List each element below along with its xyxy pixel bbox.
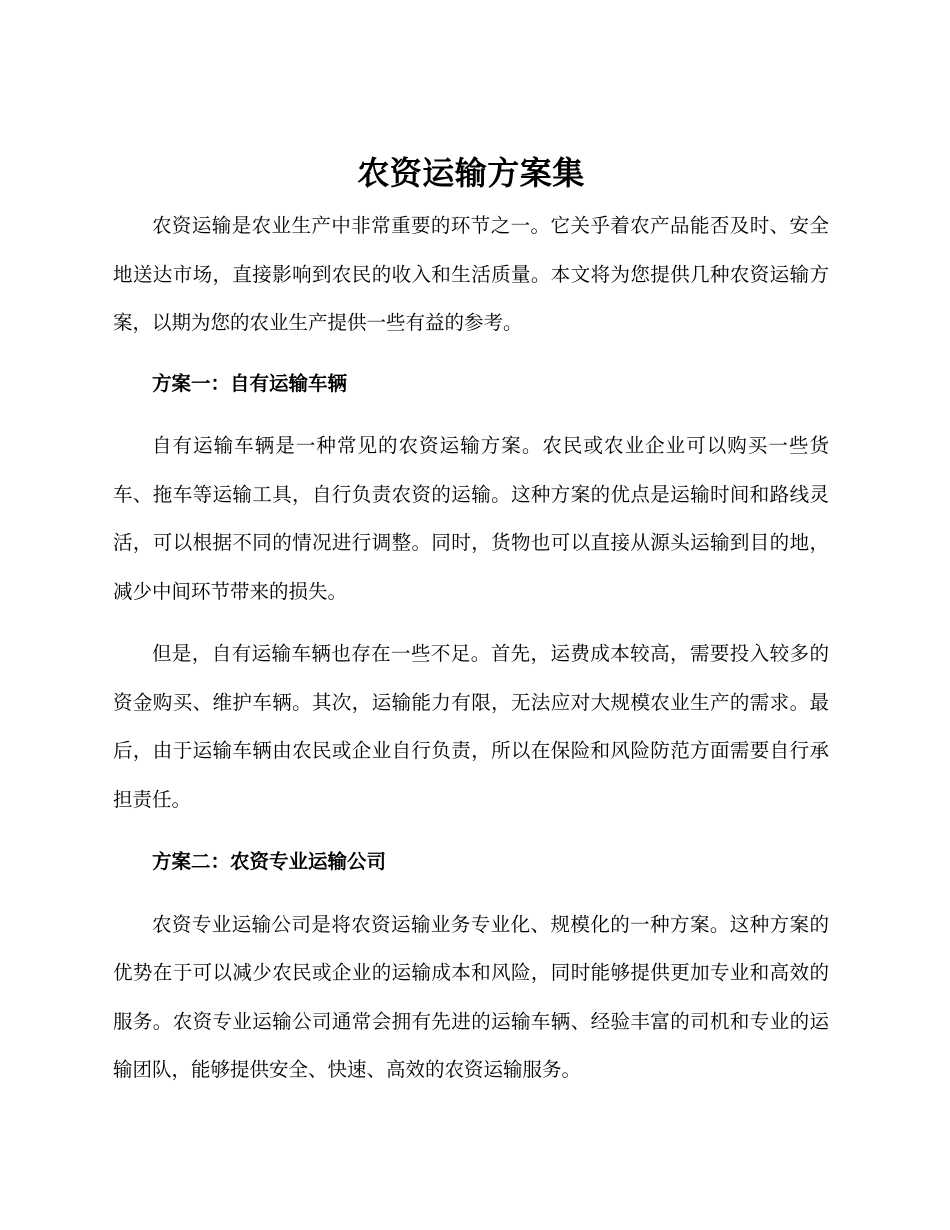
section-paragraph: 自有运输车辆是一种常见的农资运输方案。农民或农业企业可以购买一些货车、拖车等运输工具，自行负责农资的运输。这种方案的优点是运输时间和路线灵活，可以根据不同的情况进行调整。同时，货物也可以直接从源头运输到目的地，减少中间环节带来的损失。 [113,434,829,603]
section-plan-2 [113,838,829,1095]
section-heading: 方案一：自有运输车辆 [152,371,348,395]
intro-paragraph: 农资运输是农业生产中非常重要的环节之一。它关乎着农产品能否及时、安全地送达市场，直接影响到农民的收入和生活质量。本文将为您提供几种农资运输方案，以期为您的农业生产提供一些有益的参考。 [113,214,829,334]
document-body [113,150,829,1109]
section-heading: 方案二：农资专业运输公司 [152,850,387,873]
section-paragraph: 农资专业运输公司是将农资运输业务专业化、规模化的一种方案。这种方案的优势在于可以减少农民或企业的运输成本和风险，同时能够提供更加专业和高效的服务。农资专业运输公司通常会拥有先进的运输车辆、经验丰富的司机和专业的运输团队，能够提供安全、快速、高效的农资运输服务。 [113,912,829,1081]
section-paragraph: 但是，自有运输车辆也存在一些不足。首先，运费成本较高，需要投入较多的资金购买、维护车辆。其次，运输能力有限，无法应对大规模农业生产的需求。最后，由于运输车辆由农民或企业自行负责，所以在保险和风险防范方面需要自行承担责任。 [113,642,829,811]
section-plan-1 [113,360,829,825]
document-title: 农资运输方案集 [357,154,585,192]
